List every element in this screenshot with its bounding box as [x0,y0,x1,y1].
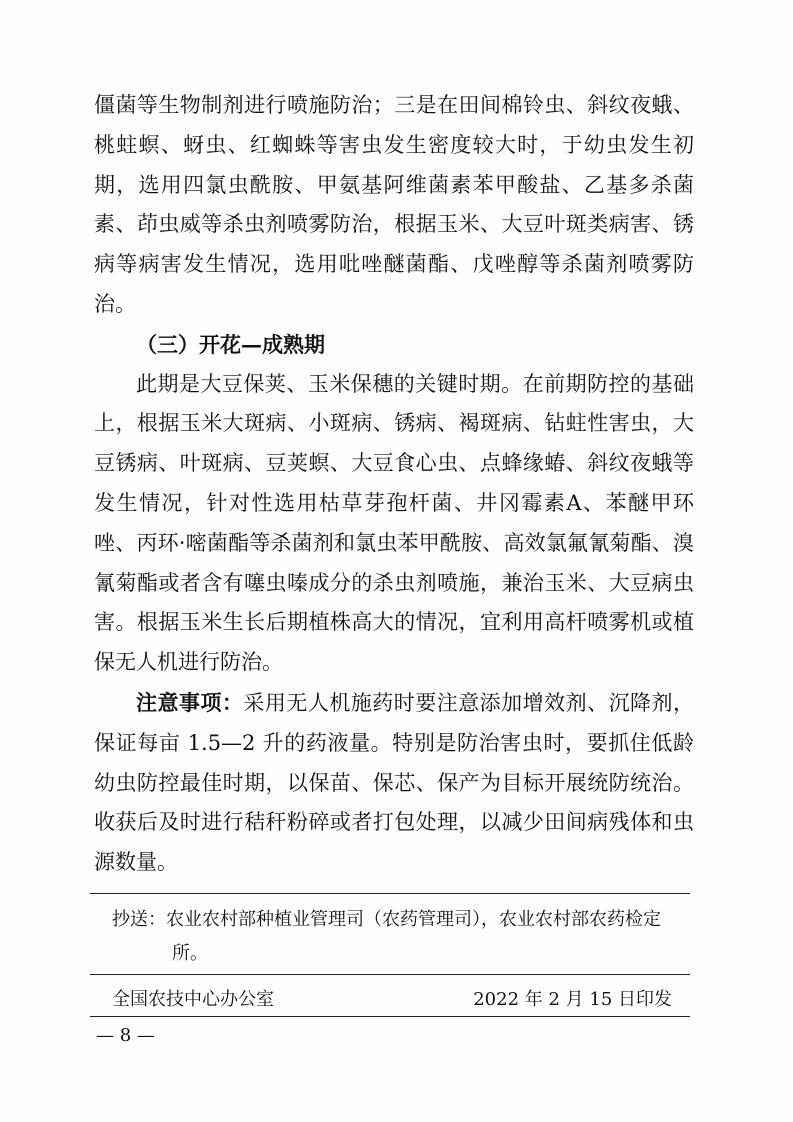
issuer-name: 全国农技中心办公室 [112,989,274,1010]
page-number: — 8 — [96,1025,155,1046]
cc-line-2: 所。 [172,943,208,964]
document-body [94,86,694,883]
notes-label: 注意事项： [136,689,244,715]
paragraph-flowering-period: 此期是大豆保荚、玉米保穗的关键时期。在前期防控的基础上，根据玉米大斑病、小斑病、锈病、褐斑病、钻蛀性害虫，大豆锈病、叶斑病、豆荚螟、大豆食心虫、点蜂缘蝽、斜纹夜蛾等发生情况，针对性选用枯草芽孢杆菌、井冈霉素A、苯醚甲环唑、丙环·嘧菌酯等杀菌剂和氯虫苯甲酰胺、高效氯氟氰菊酯、溴氰菊酯或者含有噻虫嗪成分的杀虫剂喷施，兼治玉米、大豆病虫害。根据玉米生长后期植株高大的情况，宜利用高杆喷雾机或植保无人机进行防治。 [94,371,694,675]
footer-bottom-rule [90,1016,690,1017]
issuer-row [112,985,672,1011]
cc-bottom-rule [90,974,690,975]
cc-top-rule [90,893,690,894]
notes-text: 采用无人机施药时要注意添加增效剂、沉降剂，保证每亩 1.5—2 升的药液量。特别是防治害虫时，要抓住低龄幼虫防控最佳时期，以保苗、保芯、保产为目标开展统防统治。收获后及时进行秸秆粉碎或者打包处理，以减少田间病残体和虫源数量。 [94,690,695,875]
paragraph-pest-control: 僵菌等生物制剂进行喷施防治；三是在田间棉铃虫、斜纹夜蛾、桃蛀螟、蚜虫、红蜘蛛等害虫发生密度较大时，于幼虫发生初期，选用四氯虫酰胺、甲氨基阿维菌素苯甲酸盐、乙基多杀菌素、茚虫威等杀虫剂喷雾防治，根据玉米、大豆叶斑类病害、锈病等病害发生情况，选用吡唑醚菌酯、戊唑醇等杀菌剂喷雾防治。 [94,93,694,316]
cc-block [112,903,687,971]
paragraph-notes [94,683,694,883]
cc-line-1: 抄送：农业农村部种植业管理司（农药管理司），农业农村部农药检定 [112,909,661,930]
issue-date: 2022 年 2 月 15 日印发 [473,989,672,1010]
section-heading-flowering: （三）开花—成熟期 [136,331,325,357]
